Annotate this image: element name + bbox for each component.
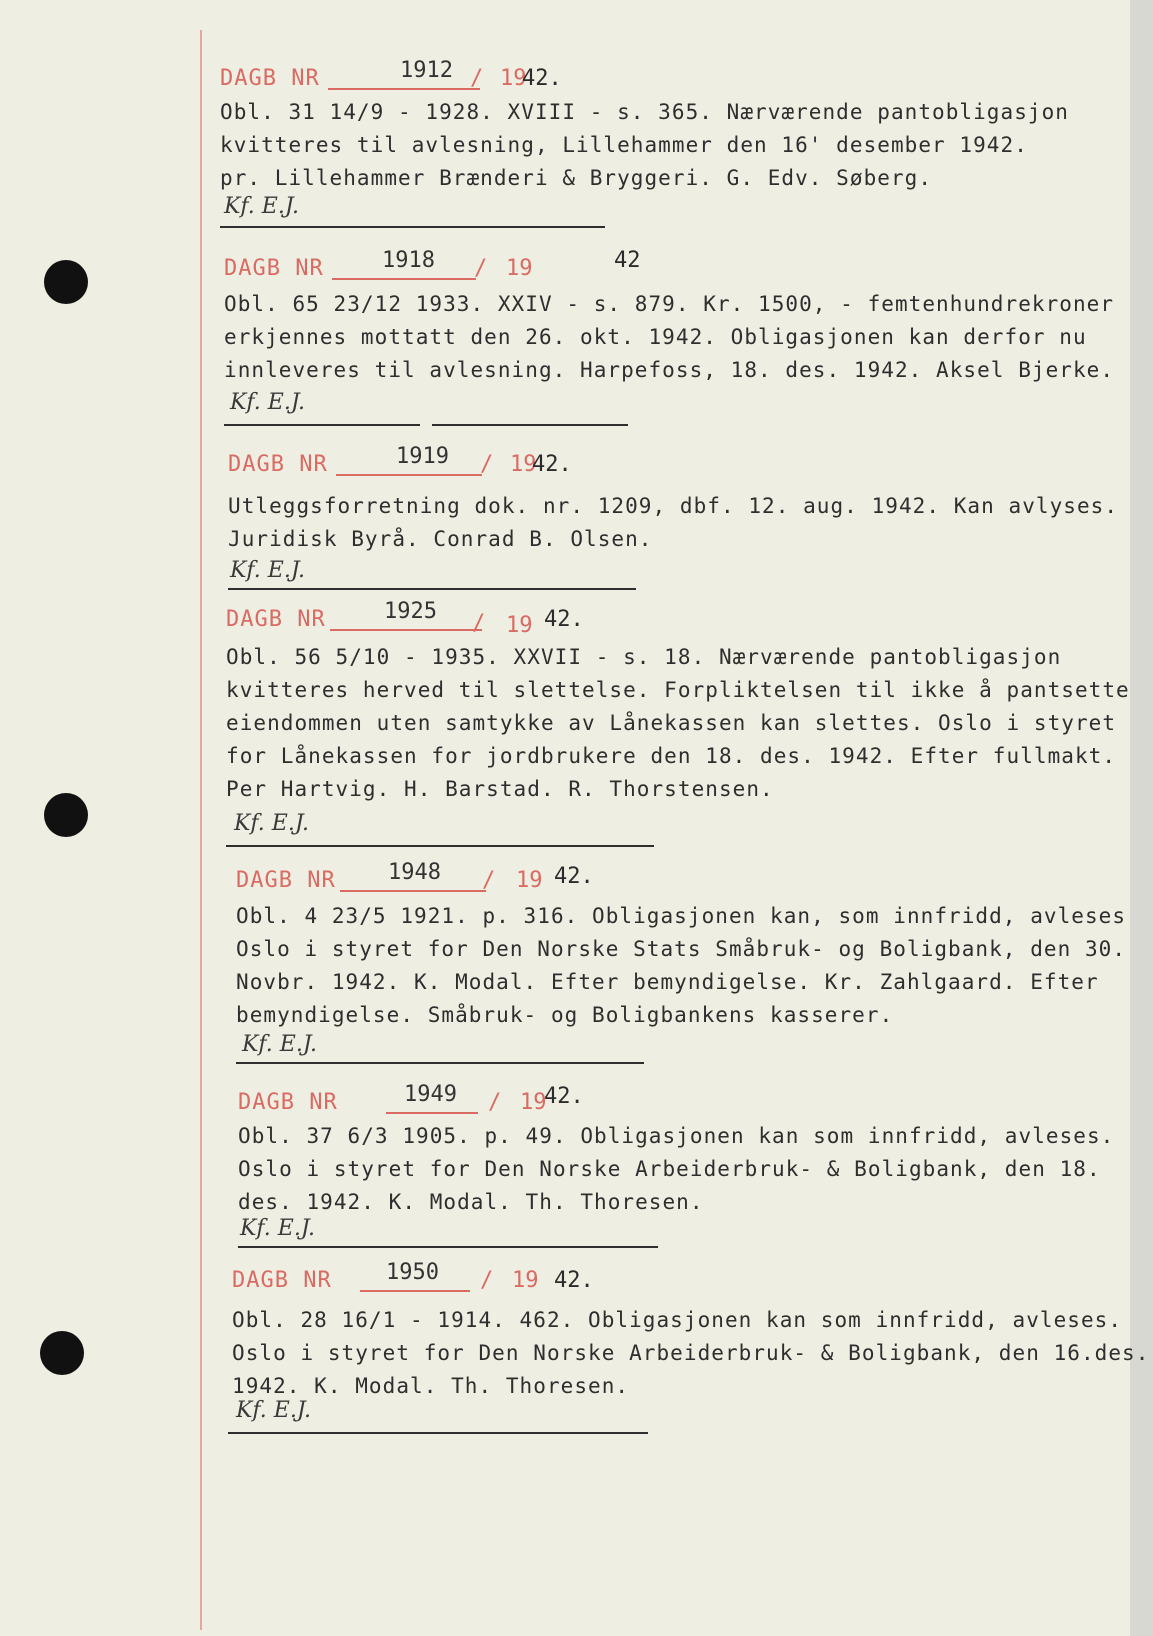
slash: / [488,1090,502,1115]
year: 42. [532,452,572,477]
year: 42 [614,248,641,273]
entry-text [236,900,1126,1032]
text-line: pr. Lillehammer Brænderi & Bryggeri. G. Edv. Søberg. [220,166,933,190]
slash: / [480,452,494,477]
number-underline [330,629,482,631]
dagb-nr-label: DAGB NR [226,607,326,632]
dagb-nr-label: DAGB NR [224,256,324,281]
text-line: des. 1942. K. Modal. Th. Thoresen. [238,1190,704,1214]
signature-initials: Kf. E.J. [236,1398,311,1423]
year: 42. [522,66,562,91]
text-line: Oslo i styret for Den Norske Arbeiderbruk- & Boligbank, den 16.des. [232,1341,1150,1365]
text-line: innleveres til avlesning. Harpefoss, 18. des. 1942. Aksel Bjerke. [224,358,1115,382]
dagb-nr-label: DAGB NR [228,452,328,477]
text-line: bemyndigelse. Småbruk- og Boligbankens kasserer. [236,1003,894,1027]
text-line: erkjennes mottatt den 26. okt. 1942. Obligasjonen kan derfor nu [224,325,1087,349]
year-prefix: 19 [512,1268,539,1293]
text-line: Obl. 65 23/12 1933. XXIV - s. 879. Kr. 1500, - femtenhundrekroner [224,292,1115,316]
entry-text [224,288,1114,387]
entry-number: 1919 [396,444,449,469]
entry-number: 1948 [388,860,441,885]
text-line: Oslo i styret for Den Norske Stats Småbruk- og Boligbank, den 30. [236,937,1127,961]
entry-number: 1912 [400,58,453,83]
text-line: Obl. 37 6/3 1905. p. 49. Obligasjonen kan som innfridd, avleses. [238,1124,1115,1148]
slash: / [474,256,488,281]
number-underline [386,1112,478,1114]
text-line: Juridisk Byrå. Conrad B. Olsen. [228,527,653,551]
text-line: kvitteres herved til slettelse. Forpliktelsen til ikke å pantsette [226,678,1130,702]
text-line: Obl. 31 14/9 - 1928. XVIII - s. 365. Nærværende pantobligasjon [220,100,1069,124]
number-underline [332,278,476,280]
text-line: kvitteres til avlesning, Lillehammer den 16' desember 1942. [220,133,1028,157]
separator-rule [236,1062,644,1064]
margin-line [200,30,202,1630]
text-line: eiendommen uten samtykke av Lånekassen kan slettes. Oslo i styret [226,711,1117,735]
year-prefix: 19 [510,452,537,477]
text-line: Utleggsforretning dok. nr. 1209, dbf. 12. aug. 1942. Kan avlyses. [228,494,1119,518]
text-line: Oslo i styret for Den Norske Arbeiderbruk- & Boligbank, den 18. [238,1157,1101,1181]
number-underline [336,474,482,476]
separator-rule [226,845,654,847]
signature-initials: Kf. E.J. [230,558,305,583]
text-line: Obl. 56 5/10 - 1935. XXVII - s. 18. Nærværende pantobligasjon [226,645,1062,669]
signature-initials: Kf. E.J. [224,194,299,219]
entry-text [238,1120,1114,1219]
number-underline [328,88,480,90]
entry-number: 1949 [404,1082,457,1107]
entry-text [232,1304,1149,1403]
punch-hole [44,260,88,304]
number-underline [360,1290,470,1292]
entry-number: 1918 [382,248,435,273]
year-prefix: 19 [506,256,533,281]
slash: / [472,611,486,636]
slash: / [482,868,496,893]
separator-rule [220,226,605,228]
year-prefix: 19 [516,868,543,893]
entry-number: 1950 [386,1260,439,1285]
number-underline [340,890,486,892]
signature-initials: Kf. E.J. [230,390,305,415]
signature-initials: Kf. E.J. [242,1032,317,1057]
dagb-nr-label: DAGB NR [236,868,336,893]
text-line: Obl. 4 23/5 1921. p. 316. Obligasjonen kan, som innfridd, avleses [236,904,1127,928]
separator-rule [228,588,636,590]
year-prefix: 19 [500,66,527,91]
dagb-nr-label: DAGB NR [220,66,320,91]
year: 42. [554,864,594,889]
text-line: 1942. K. Modal. Th. Thoresen. [232,1374,630,1398]
year-prefix: 19 [506,613,533,638]
entry-text [228,490,1118,556]
entry-text [226,641,1130,806]
year: 42. [544,607,584,632]
separator-rule [228,1432,648,1434]
slash: / [470,66,484,91]
entry-number: 1925 [384,599,437,624]
year: 42. [544,1084,584,1109]
text-line: Per Hartvig. H. Barstad. R. Thorstensen. [226,777,774,801]
year-prefix: 19 [520,1090,547,1115]
text-line: Novbr. 1942. K. Modal. Efter bemyndigelse. Kr. Zahlgaard. Efter [236,970,1099,994]
signature-initials: Kf. E.J. [240,1216,315,1241]
year: 42. [554,1268,594,1293]
punch-hole [44,793,88,837]
separator-rule [432,424,628,426]
text-line: for Lånekassen for jordbrukere den 18. des. 1942. Efter fullmakt. [226,744,1117,768]
dagb-nr-label: DAGB NR [238,1090,338,1115]
dagb-nr-label: DAGB NR [232,1268,332,1293]
separator-rule [238,1246,658,1248]
entry-text [220,96,1069,195]
text-line: Obl. 28 16/1 - 1914. 462. Obligasjonen kan som innfridd, avleses. [232,1308,1123,1332]
slash: / [480,1268,494,1293]
punch-hole [40,1331,84,1375]
separator-rule [224,424,420,426]
signature-initials: Kf. E.J. [234,811,309,836]
